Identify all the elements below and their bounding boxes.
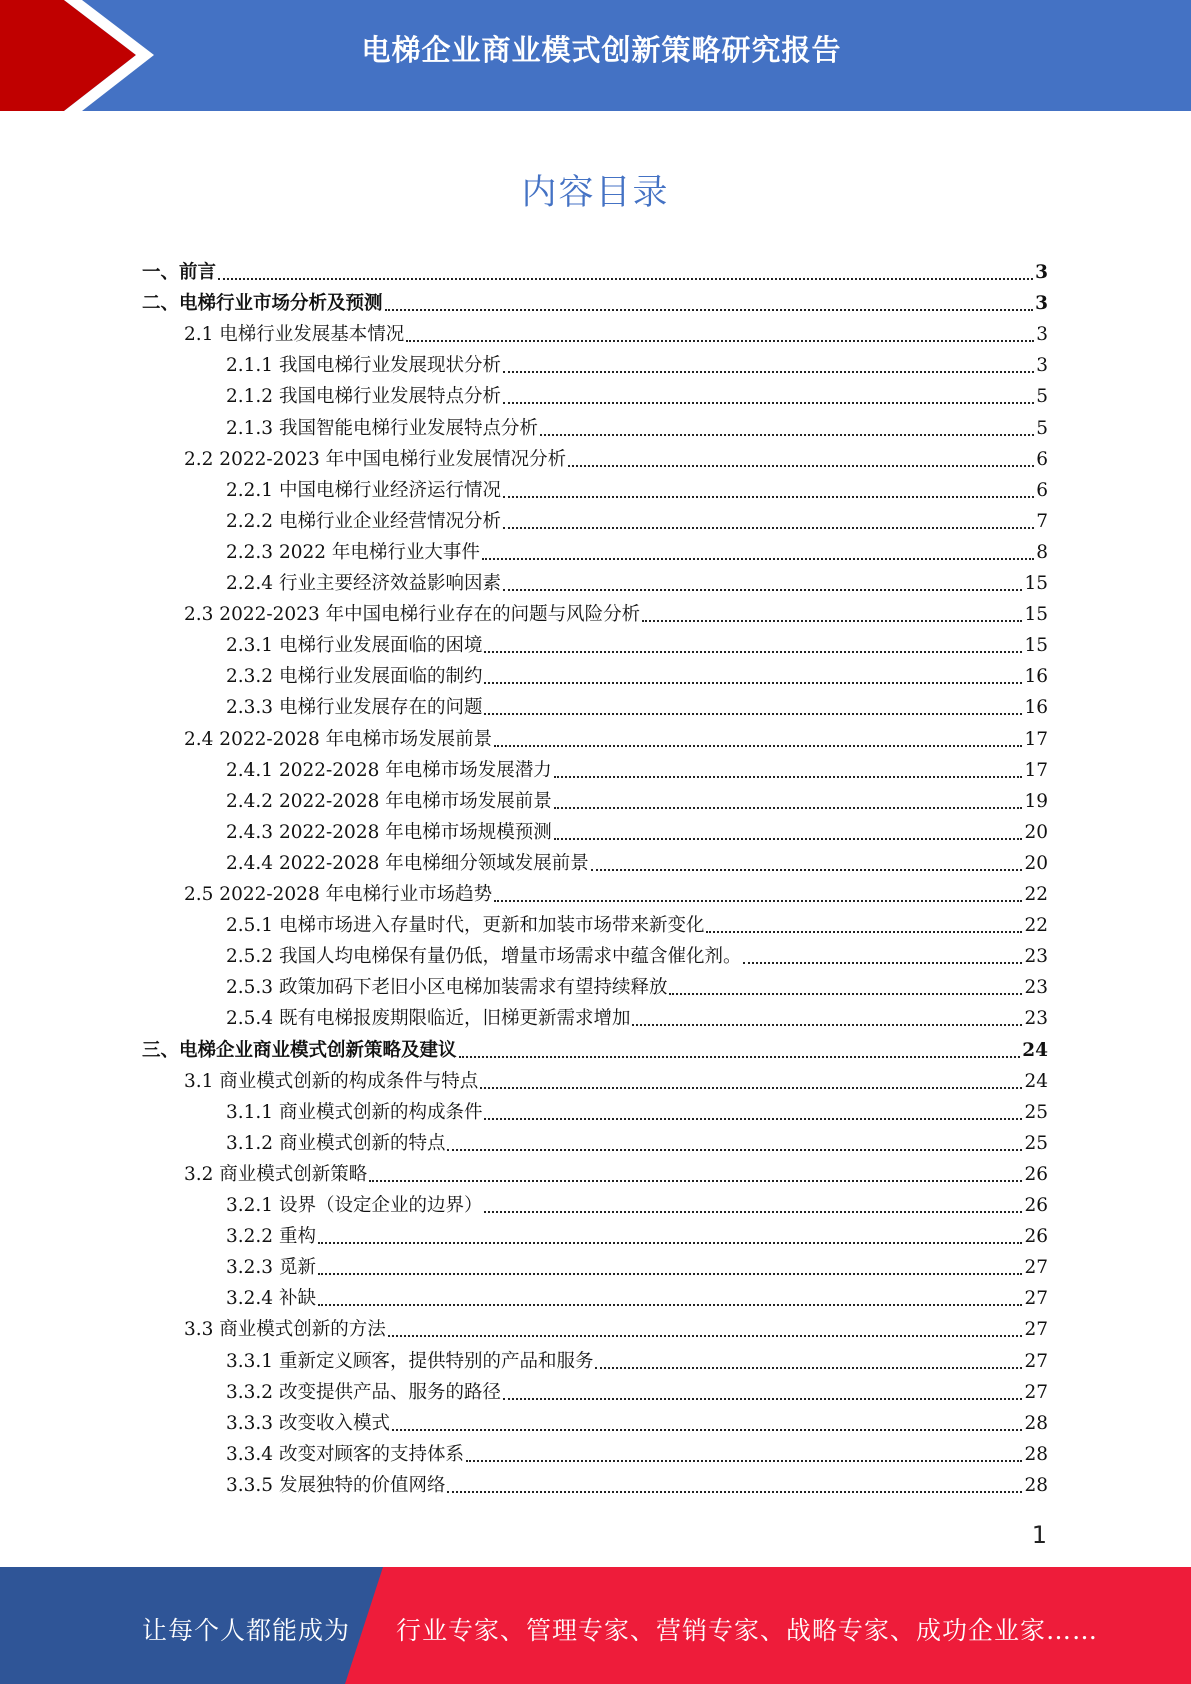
toc-entry-label: 三、电梯企业商业模式创新策略及建议 [142, 1040, 457, 1061]
toc-entry-page: 26 [1024, 1164, 1048, 1185]
toc-entry-page: 27 [1024, 1319, 1048, 1340]
toc-entry-page: 26 [1024, 1195, 1048, 1216]
toc-entry[interactable] [184, 315, 1048, 346]
toc-entry-label: 2.5.2 我国人均电梯保有量仍低，增量市场需求中蕴含催化剂。 [226, 946, 742, 967]
toc-dot-leader [406, 340, 1034, 342]
toc-entry-label: 3.3 商业模式创新的方法 [184, 1319, 386, 1340]
toc-dot-leader [392, 1429, 1022, 1431]
toc-entry[interactable] [226, 533, 1048, 564]
toc-entry-page: 23 [1024, 946, 1048, 967]
toc-entry-label: 3.3.3 改变收入模式 [226, 1413, 390, 1434]
toc-entry-page: 6 [1036, 480, 1048, 501]
toc-entry[interactable] [226, 1342, 1048, 1373]
toc-entry[interactable] [226, 346, 1048, 377]
toc-dot-leader [503, 496, 1034, 498]
toc-entry-label: 2.5.4 既有电梯报废期限临近，旧梯更新需求增加 [226, 1008, 631, 1029]
toc-entry-label: 2.5.3 政策加码下老旧小区电梯加装需求有望持续释放 [226, 977, 668, 998]
toc-dot-leader [484, 682, 1022, 684]
toc-entry-label: 2.2.3 2022 年电梯行业大事件 [226, 542, 480, 563]
toc-dot-leader [318, 1242, 1023, 1244]
toc-entry[interactable] [184, 440, 1048, 471]
toc-dot-leader [447, 1491, 1022, 1493]
toc-entry[interactable] [226, 502, 1048, 533]
toc-entry-label: 2.2.1 中国电梯行业经济运行情况 [226, 480, 501, 501]
toc-entry[interactable] [226, 377, 1048, 408]
toc-entry[interactable] [226, 688, 1048, 719]
toc-entry[interactable] [226, 782, 1048, 813]
toc-entry[interactable] [226, 1466, 1048, 1497]
toc-entry[interactable] [226, 1124, 1048, 1155]
toc-dot-leader [466, 1460, 1022, 1462]
toc-entry-label: 2.4 2022-2028 年电梯市场发展前景 [184, 729, 493, 750]
toc-dot-leader [591, 869, 1023, 871]
toc-entry[interactable] [184, 1062, 1048, 1093]
toc-dot-leader [484, 651, 1022, 653]
footer-slogan-left: 让每个人都能成为 [142, 1616, 351, 1645]
toc-entry-label: 2.4.2 2022-2028 年电梯市场发展前景 [226, 791, 552, 812]
toc-dot-leader [369, 1180, 1022, 1182]
toc-entry-page: 27 [1024, 1351, 1048, 1372]
toc-entry-label: 3.1.1 商业模式创新的构成条件 [226, 1102, 483, 1123]
toc-entry-page: 3 [1036, 324, 1048, 345]
toc-entry[interactable] [142, 284, 1048, 315]
toc-dot-leader [642, 620, 1022, 622]
toc-dot-leader [385, 309, 1034, 311]
toc-entry[interactable] [184, 1155, 1048, 1186]
toc-dot-leader [318, 1273, 1023, 1275]
toc-entry-page: 17 [1024, 729, 1048, 750]
toc-entry-page: 22 [1024, 915, 1048, 936]
toc-heading: 内容目录 [521, 173, 670, 213]
toc-dot-leader [503, 371, 1034, 373]
toc-entry-page: 3 [1035, 262, 1048, 283]
toc-dot-leader [503, 527, 1034, 529]
toc-entry-page: 7 [1036, 511, 1048, 532]
toc-entry[interactable] [184, 875, 1048, 906]
toc-entry[interactable] [226, 813, 1048, 844]
toc-entry-page: 17 [1024, 760, 1048, 781]
toc-dot-leader [540, 434, 1034, 436]
toc-entry-label: 3.2.3 觅新 [226, 1257, 316, 1278]
report-title: 电梯企业商业模式创新策略研究报告 [361, 33, 842, 67]
toc-entry-label: 二、电梯行业市场分析及预测 [142, 293, 383, 314]
toc-entry-label: 3.1.2 商业模式创新的特点 [226, 1133, 446, 1154]
toc-entry-page: 3 [1035, 293, 1048, 314]
toc-entry-label: 2.1 电梯行业发展基本情况 [184, 324, 405, 345]
toc-entry[interactable] [226, 1404, 1048, 1435]
page-header [0, 0, 1191, 111]
toc-entry[interactable] [226, 657, 1048, 688]
toc-entry-page: 5 [1036, 386, 1048, 407]
toc-entry-page: 26 [1024, 1226, 1048, 1247]
footer-slogan-right: 行业专家、管理专家、营销专家、战略专家、成功企业家…… [396, 1616, 1099, 1645]
toc-dot-leader [743, 962, 1022, 964]
toc-entry-label: 2.4.1 2022-2028 年电梯市场发展潜力 [226, 760, 552, 781]
toc-dot-leader [554, 838, 1023, 840]
toc-entry-label: 2.5 2022-2028 年电梯行业市场趋势 [184, 884, 493, 905]
toc-entry-page: 15 [1024, 635, 1048, 656]
toc-entry[interactable] [226, 626, 1048, 657]
toc-entry-page: 23 [1024, 1008, 1048, 1029]
toc-entry-label: 3.3.1 重新定义顾客，提供特别的产品和服务 [226, 1351, 594, 1372]
toc-entry-label: 2.4.3 2022-2028 年电梯市场规模预测 [226, 822, 552, 843]
toc-entry[interactable] [142, 253, 1048, 284]
toc-entry[interactable] [184, 720, 1048, 751]
toc-entry-label: 2.3 2022-2023 年中国电梯行业存在的问题与风险分析 [184, 604, 641, 625]
toc-entry-page: 15 [1024, 573, 1048, 594]
toc-dot-leader [568, 465, 1034, 467]
toc-entry-page: 24 [1022, 1040, 1048, 1061]
toc-entry-page: 28 [1024, 1475, 1048, 1496]
toc-entry-label: 2.2.4 行业主要经济效益影响因素 [226, 573, 501, 594]
toc-dot-leader [459, 1056, 1021, 1058]
toc-entry-label: 3.1 商业模式创新的构成条件与特点 [184, 1071, 479, 1092]
toc-dot-leader [484, 713, 1022, 715]
toc-entry[interactable] [226, 1279, 1048, 1310]
toc-dot-leader [482, 558, 1034, 560]
toc-entry[interactable] [184, 1310, 1048, 1341]
toc-entry[interactable] [226, 1373, 1048, 1404]
page-footer [0, 1567, 1191, 1684]
toc-entry-page: 28 [1024, 1444, 1048, 1465]
toc-entry[interactable] [226, 937, 1048, 968]
toc-dot-leader [318, 1304, 1023, 1306]
toc-dot-leader [480, 1087, 1022, 1089]
toc-entry-page: 16 [1024, 697, 1048, 718]
toc-entry-page: 27 [1024, 1288, 1048, 1309]
toc-entry-page: 27 [1024, 1382, 1048, 1403]
toc-entry-page: 15 [1024, 604, 1048, 625]
toc-entry-page: 20 [1024, 822, 1048, 843]
toc-dot-leader [669, 993, 1022, 995]
toc-entry[interactable] [226, 751, 1048, 782]
toc-entry[interactable] [226, 1186, 1048, 1217]
toc-dot-leader [503, 1398, 1022, 1400]
toc-entry-label: 3.2.1 设界（设定企业的边界） [226, 1195, 483, 1216]
toc-entry-page: 3 [1036, 355, 1048, 376]
toc-entry[interactable] [142, 1031, 1048, 1062]
toc-entry[interactable] [184, 595, 1048, 626]
toc-entry-label: 2.3.1 电梯行业发展面临的困境 [226, 635, 483, 656]
toc-entry[interactable] [226, 409, 1048, 440]
toc-entry-label: 3.3.4 改变对顾客的支持体系 [226, 1444, 464, 1465]
toc-entry-label: 3.2 商业模式创新策略 [184, 1164, 368, 1185]
toc-entry[interactable] [226, 999, 1048, 1030]
toc-entry-page: 16 [1024, 666, 1048, 687]
toc-entry[interactable] [226, 906, 1048, 937]
toc-dot-leader [494, 745, 1022, 747]
toc-entry-label: 2.5.1 电梯市场进入存量时代，更新和加装市场带来新变化 [226, 915, 705, 936]
toc-dot-leader [595, 1367, 1022, 1369]
toc-dot-leader [554, 807, 1023, 809]
toc-entry-page: 22 [1024, 884, 1048, 905]
toc-entry[interactable] [226, 1435, 1048, 1466]
toc-dot-leader [218, 278, 1033, 280]
toc-entry[interactable] [226, 471, 1048, 502]
toc-dot-leader [706, 931, 1022, 933]
toc-entry-label: 3.3.2 改变提供产品、服务的路径 [226, 1382, 501, 1403]
toc-dot-leader [554, 776, 1023, 778]
toc-entry-page: 20 [1024, 853, 1048, 874]
toc-entry[interactable] [226, 844, 1048, 875]
toc-entry-label: 2.2.2 电梯行业企业经营情况分析 [226, 511, 501, 532]
page-number: 1 [1031, 1521, 1047, 1549]
toc-entry-label: 2.1.3 我国智能电梯行业发展特点分析 [226, 418, 538, 439]
toc-dot-leader [484, 1211, 1022, 1213]
toc-entry-page: 27 [1024, 1257, 1048, 1278]
toc-entry-page: 24 [1024, 1071, 1048, 1092]
toc-dot-leader [484, 1118, 1022, 1120]
toc-entry[interactable] [226, 1093, 1048, 1124]
toc-entry-label: 一、前言 [142, 262, 217, 283]
toc-entry-label: 2.3.3 电梯行业发展存在的问题 [226, 697, 483, 718]
toc-entry-label: 2.1.2 我国电梯行业发展特点分析 [226, 386, 501, 407]
toc-entry-page: 23 [1024, 977, 1048, 998]
toc-entry-label: 3.3.5 发展独特的价值网络 [226, 1475, 446, 1496]
toc-entry-page: 8 [1036, 542, 1048, 563]
toc-entry-label: 2.3.2 电梯行业发展面临的制约 [226, 666, 483, 687]
toc-entry-page: 25 [1024, 1102, 1048, 1123]
toc-entry-page: 28 [1024, 1413, 1048, 1434]
toc-entry[interactable] [226, 1248, 1048, 1279]
toc-entry-page: 19 [1024, 791, 1048, 812]
toc-dot-leader [503, 402, 1034, 404]
toc-entry-page: 6 [1036, 449, 1048, 470]
toc-entry-label: 3.2.2 重构 [226, 1226, 316, 1247]
toc-entry-label: 2.1.1 我国电梯行业发展现状分析 [226, 355, 501, 376]
toc-entry[interactable] [226, 968, 1048, 999]
toc-entry-label: 2.4.4 2022-2028 年电梯细分领域发展前景 [226, 853, 589, 874]
toc-dot-leader [503, 589, 1022, 591]
toc-dot-leader [494, 900, 1022, 902]
toc-dot-leader [632, 1024, 1022, 1026]
toc-entry-label: 2.2 2022-2023 年中国电梯行业发展情况分析 [184, 449, 567, 470]
toc-dot-leader [447, 1149, 1022, 1151]
toc-entry[interactable] [226, 1217, 1048, 1248]
toc-entry-page: 25 [1024, 1133, 1048, 1154]
toc-entry-label: 3.2.4 补缺 [226, 1288, 316, 1309]
toc-entry-page: 5 [1036, 418, 1048, 439]
toc-entry[interactable] [226, 564, 1048, 595]
toc-dot-leader [388, 1335, 1023, 1337]
